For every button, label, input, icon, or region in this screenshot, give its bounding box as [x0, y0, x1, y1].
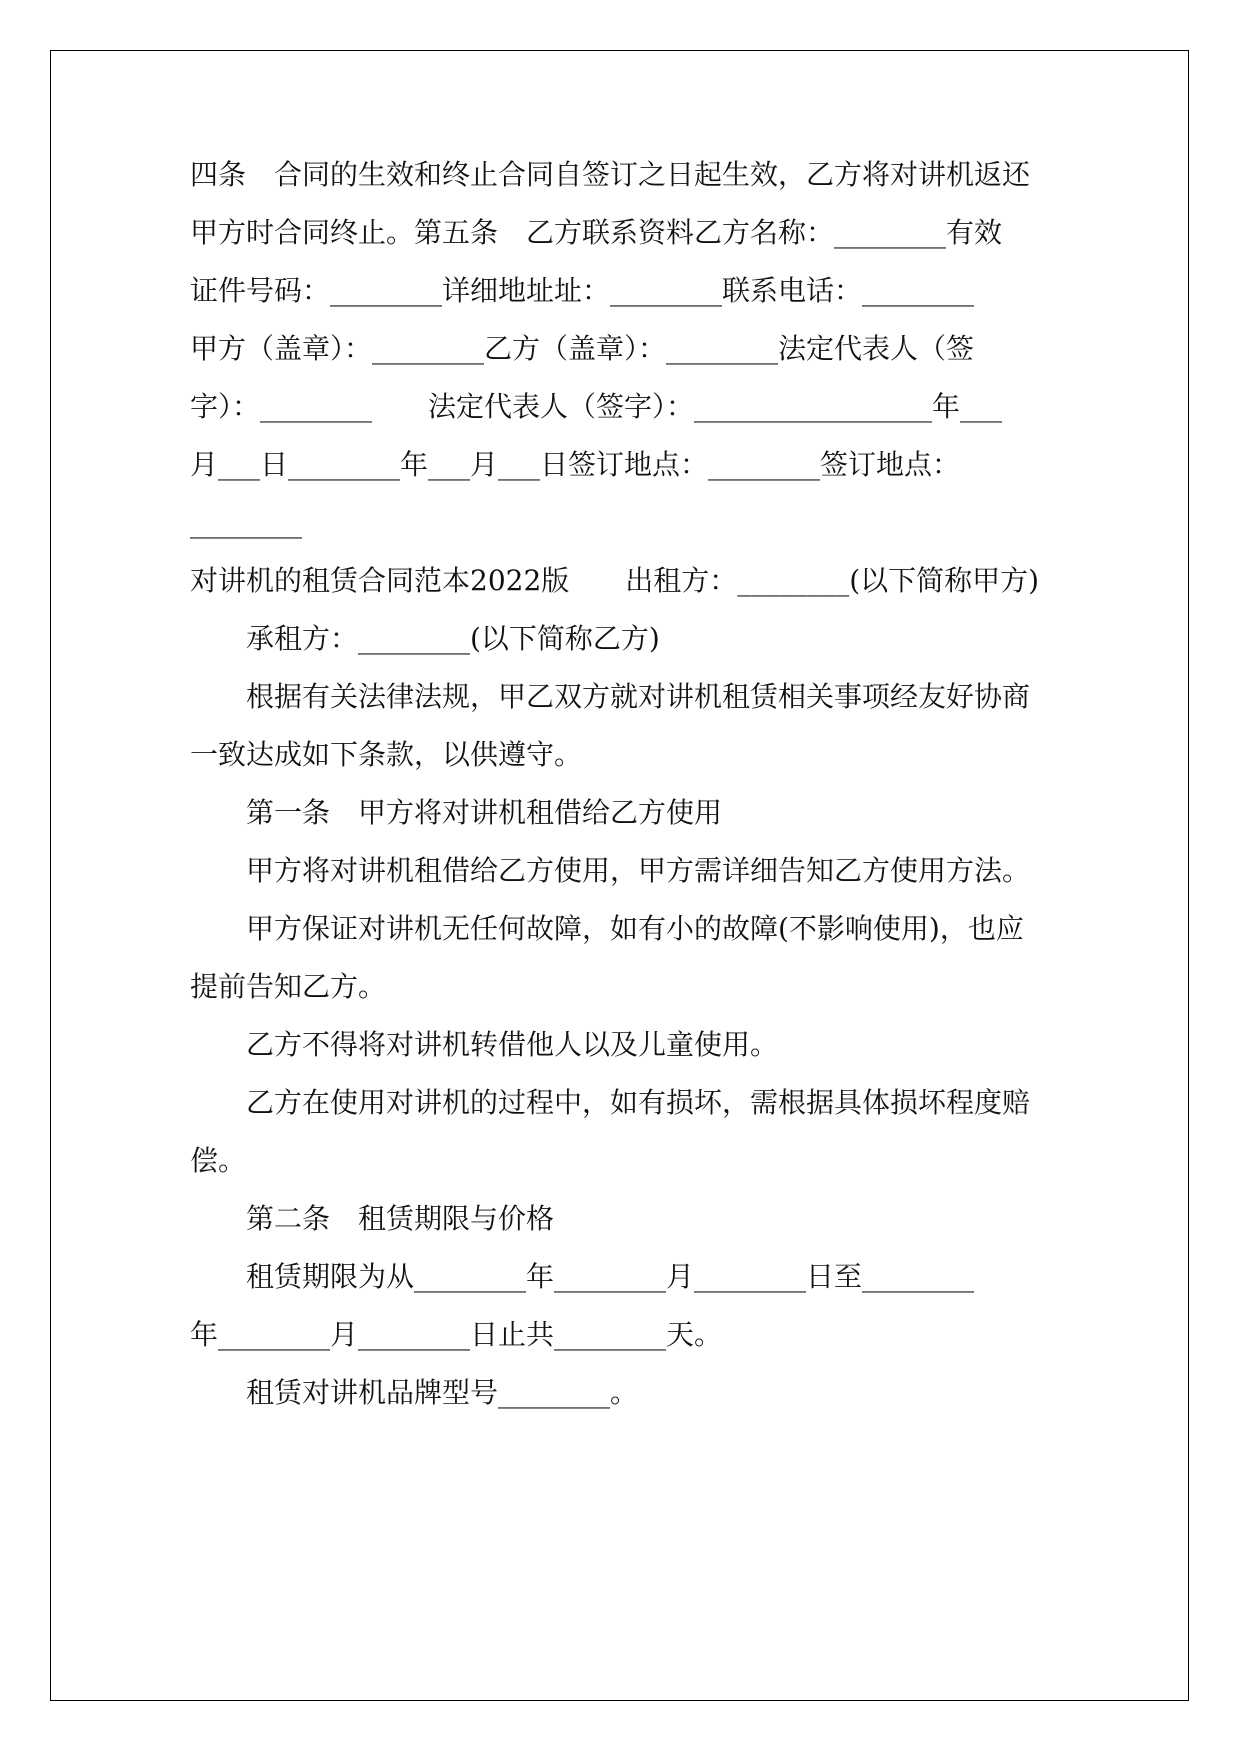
text-line: 租赁对讲机品牌型号________。 — [190, 1376, 639, 1409]
text-line: 乙方不得将对讲机转借他人以及儿童使用。 — [190, 1028, 779, 1061]
text-line: 字）：________ 法定代表人（签字）：_________________年___ — [190, 390, 1003, 423]
text-line: 甲方保证对讲机无任何故障，如有小的故障(不影响使用)，也应 — [190, 912, 1024, 945]
text-line: 证件号码：________详细地址址：________联系电话：________ — [190, 274, 975, 307]
text-line: 租赁期限为从________年________月________日至________ — [190, 1260, 975, 1293]
text-line: 承租方：________(以下简称乙方) — [190, 622, 660, 655]
text-line: 月___日________年___月___日签订地点：________签订地点： — [190, 448, 961, 481]
text-line: 年________月________日止共________天。 — [190, 1318, 723, 1351]
text-line: 四条 合同的生效和终止合同自签订之日起生效，乙方将对讲机返还 — [190, 158, 1031, 191]
text-line: 乙方在使用对讲机的过程中，如有损坏，需根据具体损坏程度赔 — [190, 1086, 1031, 1119]
text-line: ________ — [190, 506, 302, 539]
contract-title-line: 对讲机的租赁合同范本2022版 出租方：________(以下简称甲方) — [190, 564, 1040, 597]
article-heading: 第一条 甲方将对讲机租借给乙方使用 — [190, 796, 723, 829]
text-line: 偿。 — [190, 1144, 247, 1177]
text-line: 一致达成如下条款，以供遵守。 — [190, 738, 583, 771]
text-line: 提前告知乙方。 — [190, 970, 387, 1003]
text-line: 甲方（盖章）：________乙方（盖章）：________法定代表人（签 — [190, 332, 975, 365]
text-line: 甲方时合同终止。第五条 乙方联系资料乙方名称：________有效 — [190, 216, 1003, 249]
text-line: 根据有关法律法规，甲乙双方就对讲机租赁相关事项经友好协商 — [190, 680, 1031, 713]
article-heading: 第二条 租赁期限与价格 — [190, 1202, 555, 1235]
text-line: 甲方将对讲机租借给乙方使用，甲方需详细告知乙方使用方法。 — [190, 854, 1031, 887]
